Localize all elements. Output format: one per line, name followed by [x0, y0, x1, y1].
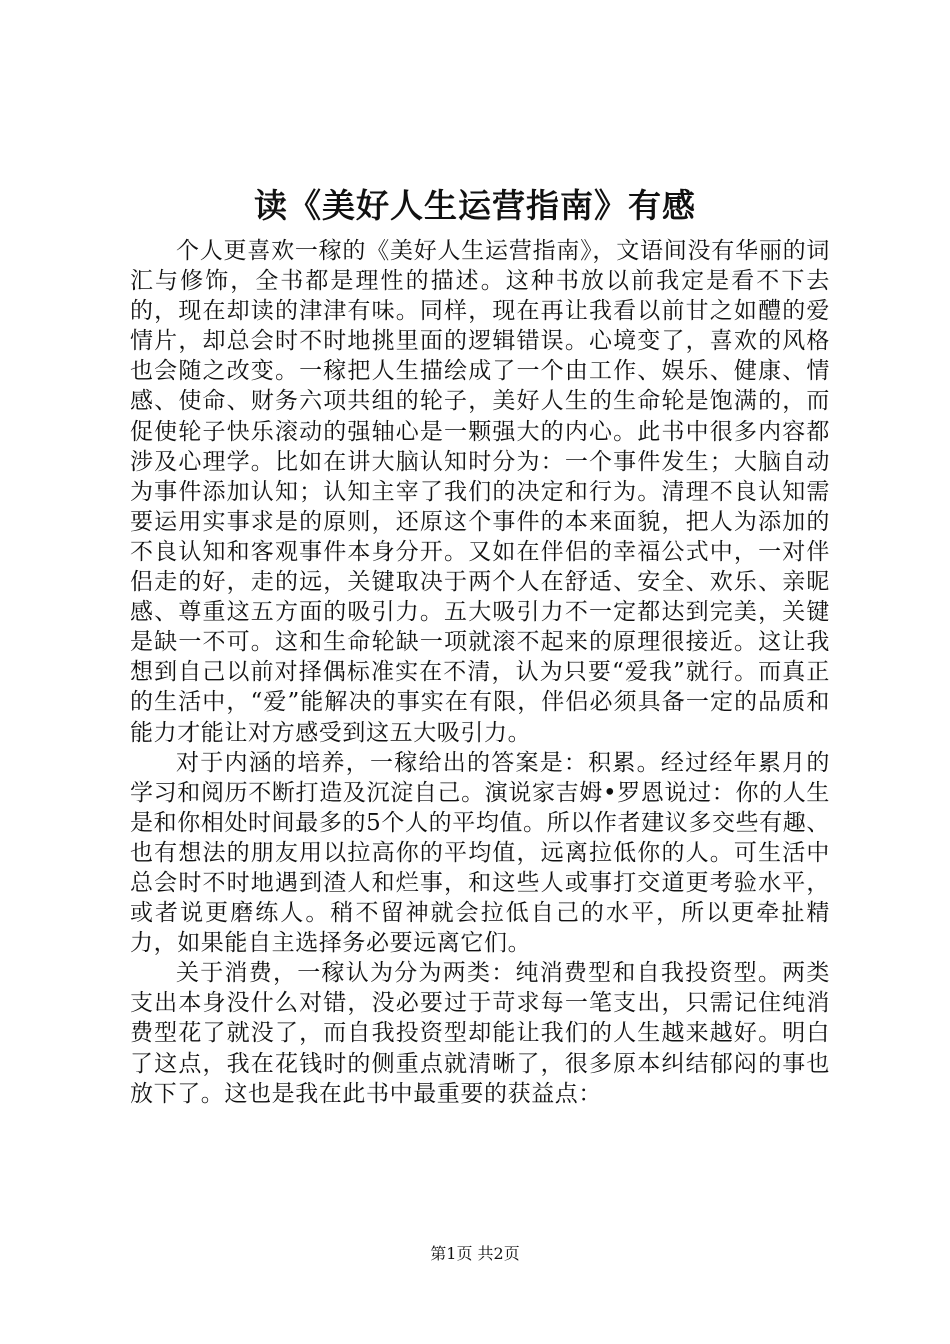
paragraph-3: 关于消费，一稼认为分为两类：纯消费型和自我投资型。两类支出本身没什么对错，没必要过于苛求每一笔支出，只需记住纯消费型花了就没了，而自我投资型却能让我们的人生越来越好。明白了这点，我在花钱时的侧重点就清晰了，很多原本纠结郁闷的事也放下了。这也是我在此书中最重要的获益点： [130, 960, 830, 1107]
paragraph-2: 对于内涵的培养，一稼给出的答案是：积累。经过经年累月的学习和阅历不断打造及沉淀自己。演说家吉姆•罗恩说过：你的人生是和你相处时间最多的5个人的平均值。所以作者建议多交些有趣、也有想法的朋友用以拉高你的平均值，远离拉低你的人。可生活中总会时不时地遇到渣人和烂事，和这些人或事打交道更考验水平，或者说更磨练人。稍不留神就会拉低自己的水平，所以更牵扯精力，如果能自主选择务必要远离它们。 [130, 749, 830, 957]
document-body [130, 236, 830, 1109]
document-title: 读《美好人生运营指南》有感 [254, 186, 696, 225]
page-number-footer: 第1页 共2页 [430, 1244, 520, 1263]
paragraph-1: 个人更喜欢一稼的《美好人生运营指南》，文语间没有华丽的词汇与修饰，全书都是理性的描述。这种书放以前我定是看不下去的，现在却读的津津有味。同样，现在再让我看以前甘之如醴的爱情片，却总会时不时地挑里面的逻辑错误。心境变了，喜欢的风格也会随之改变。一稼把人生描绘成了一个由工作、娱乐、健康、情感、使命、财务六项共组的轮子，美好人生的生命轮是饱满的，而促使轮子快乐滚动的强轴心是一颗强大的内心。此书中很多内容都涉及心理学。比如在讲大脑认知时分为：一个事件发生；大脑自动为事件添加认知；认知主宰了我们的决定和行为。清理不良认知需要运用实事求是的原则，还原这个事件的本来面貌，把人为添加的不良认知和客观事件本身分开。又如在伴侣的幸福公式中，一对伴侣走的好，走的远，关键取决于两个人在舒适、安全、欢乐、亲昵感、尊重这五方面的吸引力。五大吸引力不一定都达到完美，关键是缺一不可。这和生命轮缺一项就滚不起来的原理很接近。这让我想到自己以前对择偶标准实在不清，认为只要“爱我”就行。而真正的生活中，“爱”能解决的事实在有限，伴侣必须具备一定的品质和能力才能让对方感受到这五大吸引力。 [130, 238, 830, 746]
